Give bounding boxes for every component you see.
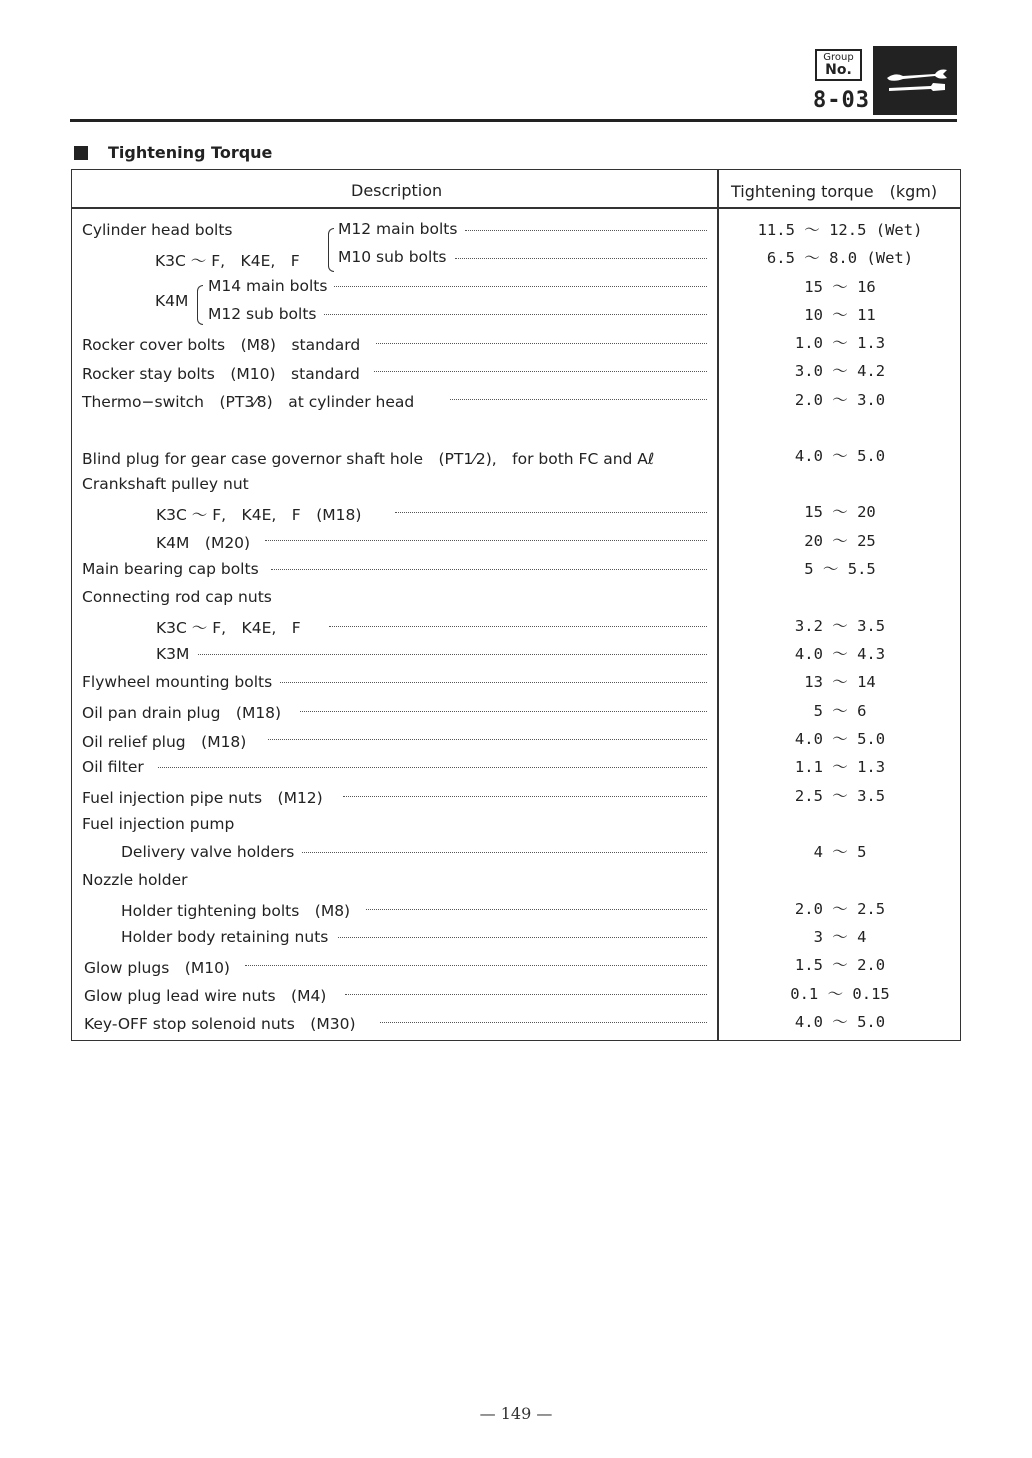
brace xyxy=(328,228,334,272)
leader-dots xyxy=(329,626,707,627)
torque-value: 1.5 〜 2.0 xyxy=(794,956,886,974)
torque-value: 4.0 〜 5.0 xyxy=(794,447,886,465)
leader-dots xyxy=(302,852,707,853)
torque-value: 2.0 〜 2.5 xyxy=(794,900,886,918)
column-header-torque: Tightening torque (kgm) xyxy=(731,182,938,201)
torque-value: 20 〜 25 xyxy=(804,532,876,550)
leader-dots xyxy=(245,965,707,966)
leader-dots xyxy=(300,711,707,712)
table-row-label: M12 sub bolts xyxy=(208,305,317,323)
torque-value: 4 〜 5 xyxy=(813,843,867,861)
table-header-divider xyxy=(71,207,961,209)
torque-value: 4.0 〜 5.0 xyxy=(794,730,886,748)
leader-dots xyxy=(271,569,707,570)
torque-value: 2.0 〜 3.0 xyxy=(794,391,886,409)
leader-dots xyxy=(338,937,707,938)
table-row-label: Rocker cover bolts (M8) standard xyxy=(82,336,361,354)
table-row-label: K3C 〜 F, K4E, F (M18) xyxy=(156,506,362,524)
group-no-label: No. xyxy=(825,62,852,78)
leader-dots xyxy=(376,343,707,344)
group-box xyxy=(815,49,862,81)
wrench-tool-icon xyxy=(873,46,957,115)
page-number: — 149 — xyxy=(479,1404,553,1423)
torque-value: 6.5 〜 8.0 (Wet) xyxy=(766,249,914,267)
leader-dots xyxy=(343,796,707,797)
leader-dots xyxy=(345,994,707,995)
torque-value: 15 〜 20 xyxy=(804,503,876,521)
table-row-label: Crankshaft pulley nut xyxy=(82,475,249,493)
torque-value: 1.1 〜 1.3 xyxy=(794,758,886,776)
table-row-label: K3M xyxy=(156,645,190,663)
torque-value: 1.0 〜 1.3 xyxy=(794,334,886,352)
table-row-label: K3C 〜 F, K4E, F xyxy=(155,252,300,270)
torque-value: 10 〜 11 xyxy=(804,306,876,324)
table-row-label: Fuel injection pump xyxy=(82,815,235,833)
table-column-divider xyxy=(717,169,719,1041)
leader-dots xyxy=(374,371,707,372)
table-row-label: Oil pan drain plug (M18) xyxy=(82,704,282,722)
torque-value: 11.5 〜 12.5 (Wet) xyxy=(757,221,923,239)
table-row-label: Oil relief plug (M18) xyxy=(82,733,247,751)
table-row-label: K4M xyxy=(155,292,189,310)
leader-dots xyxy=(268,739,707,740)
table-row-label: Rocker stay bolts (M10) standard xyxy=(82,365,360,383)
header-rule xyxy=(70,119,957,122)
table-row-label: Blind plug for gear case governor shaft hole (PT1⁄2), for both FC and Aℓ xyxy=(82,450,655,468)
table-row-label: Holder tightening bolts (M8) xyxy=(121,902,351,920)
table-row-label: Key-OFF stop solenoid nuts (M30) xyxy=(84,1015,356,1033)
leader-dots xyxy=(455,258,707,259)
table-row-label: Connecting rod cap nuts xyxy=(82,588,272,606)
brace xyxy=(197,285,203,325)
torque-value: 4.0 〜 4.3 xyxy=(794,645,886,663)
torque-value: 4.0 〜 5.0 xyxy=(794,1013,886,1031)
table-row-label: Flywheel mounting bolts xyxy=(82,673,273,691)
torque-value: 3.0 〜 4.2 xyxy=(794,362,886,380)
torque-value: 5 〜 6 xyxy=(813,702,867,720)
torque-value: 5 〜 5.5 xyxy=(804,560,876,578)
leader-dots xyxy=(366,909,707,910)
square-bullet-icon xyxy=(74,146,88,160)
leader-dots xyxy=(380,1022,707,1023)
table-row-label: Delivery valve holders xyxy=(121,843,295,861)
leader-dots xyxy=(395,512,707,513)
torque-value: 2.5 〜 3.5 xyxy=(794,787,886,805)
table-row-label: K4M (M20) xyxy=(156,534,251,552)
table-row-label: Thermo−switch (PT3⁄8) at cylinder head xyxy=(82,393,415,411)
table-row-label: Main bearing cap bolts xyxy=(82,560,259,578)
leader-dots xyxy=(158,767,707,768)
leader-dots xyxy=(334,286,707,287)
table-row-label: M10 sub bolts xyxy=(338,248,447,266)
leader-dots xyxy=(324,314,707,315)
leader-dots xyxy=(465,230,707,231)
column-header-description: Description xyxy=(351,181,443,200)
leader-dots xyxy=(265,540,707,541)
table-row-label: Holder body retaining nuts xyxy=(121,928,329,946)
table-row-label: Cylinder head bolts xyxy=(82,221,233,239)
table-row-label: M12 main bolts xyxy=(338,220,458,238)
table-row-label: M14 main bolts xyxy=(208,277,328,295)
leader-dots xyxy=(280,682,707,683)
table-row-label: Nozzle holder xyxy=(82,871,188,889)
table-row-label: K3C 〜 F, K4E, F xyxy=(156,619,301,637)
table-row-label: Oil filter xyxy=(82,758,144,776)
torque-value: 3.2 〜 3.5 xyxy=(794,617,886,635)
table-row-label: Glow plug lead wire nuts (M4) xyxy=(84,987,327,1005)
group-label: Group xyxy=(823,52,854,63)
table-row-label: Fuel injection pipe nuts (M12) xyxy=(82,789,323,807)
torque-value: 15 〜 16 xyxy=(804,278,876,296)
leader-dots xyxy=(450,399,707,400)
section-title: Tightening Torque xyxy=(108,143,273,162)
torque-value: 3 〜 4 xyxy=(813,928,867,946)
torque-value: 0.1 〜 0.15 xyxy=(790,985,890,1003)
table-row-label: Glow plugs (M10) xyxy=(84,959,230,977)
leader-dots xyxy=(198,654,707,655)
group-number: 8-03 xyxy=(813,88,870,113)
torque-value: 13 〜 14 xyxy=(804,673,876,691)
